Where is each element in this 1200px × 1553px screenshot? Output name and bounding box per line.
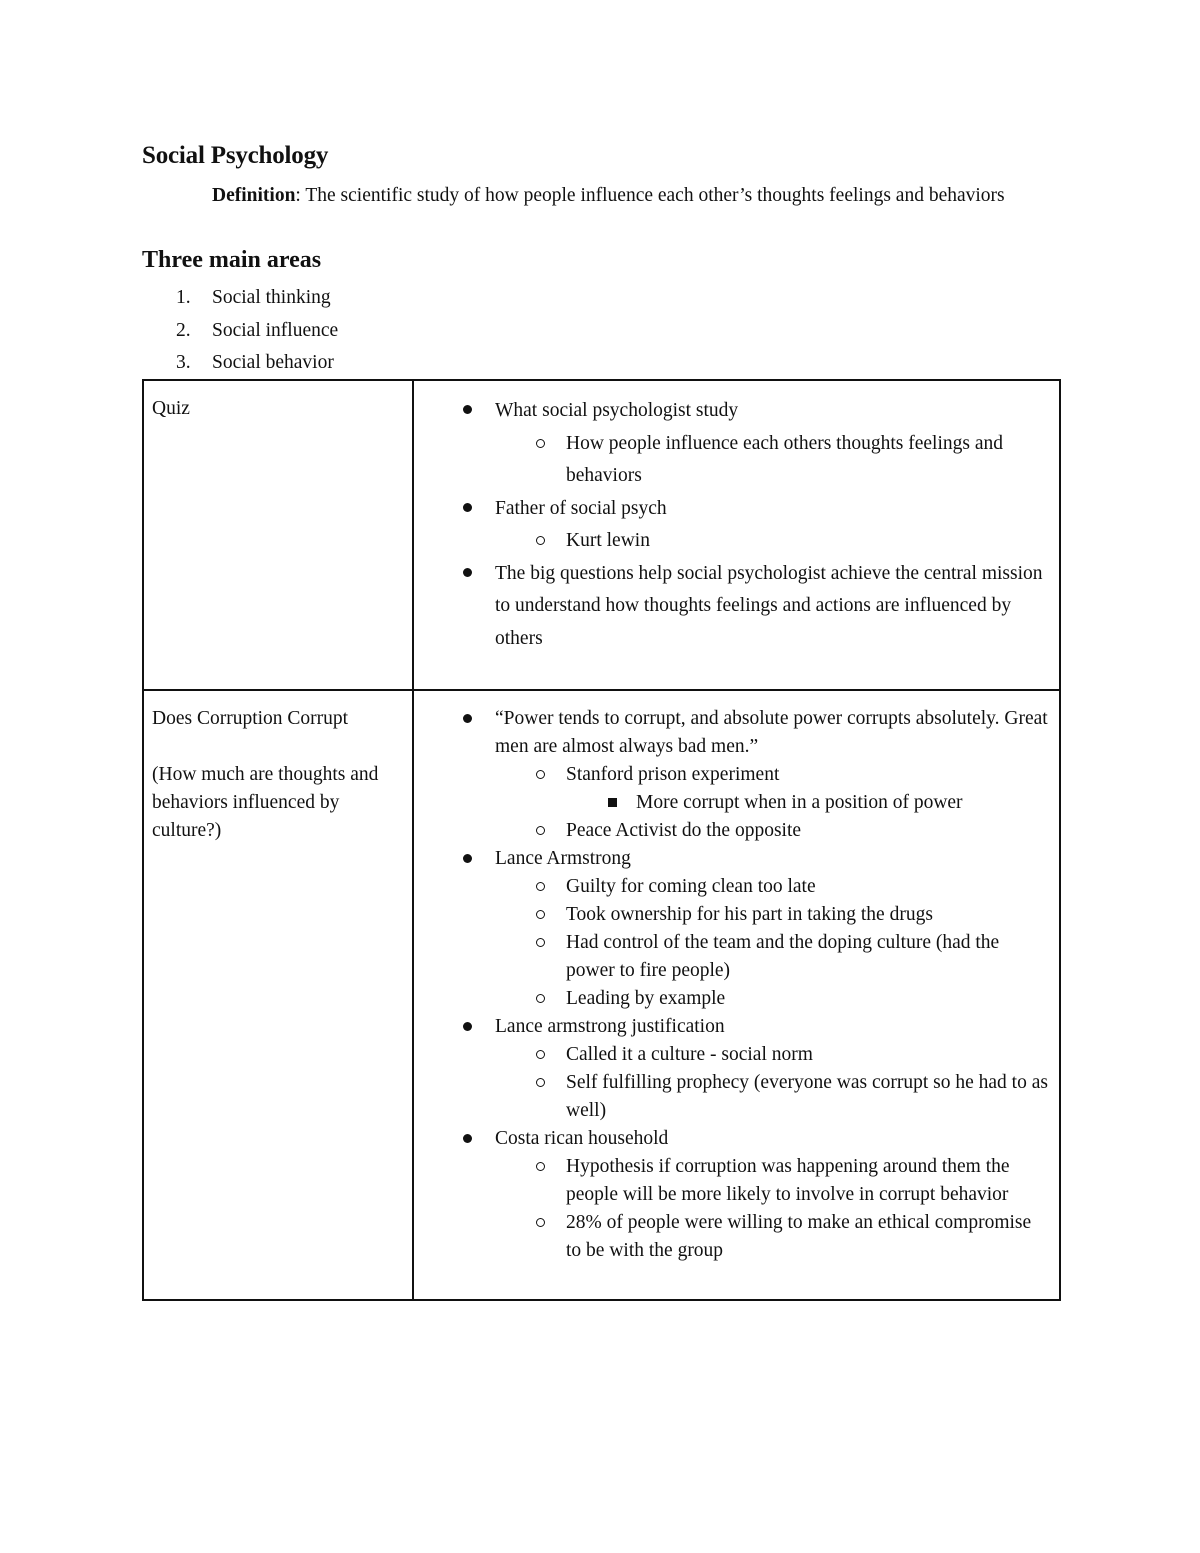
bullet-item: Father of social psych Kurt lewin: [422, 493, 1051, 558]
sub-bullet-list: [495, 525, 1051, 558]
page-title: Social Psychology: [142, 142, 329, 169]
definition-label: Definition: [212, 185, 296, 206]
table-row: [143, 690, 1060, 1300]
list-item: [142, 282, 338, 315]
sub-bullet-item: 28% of people were willing to make an ethical compromise to be with the group: [494, 1209, 1051, 1265]
hollow-circle-bullet-icon: [536, 826, 545, 835]
list-number: 1.: [176, 287, 191, 308]
sub-bullet-item: Peace Activist do the opposite: [494, 817, 1051, 845]
bullet-list: [422, 395, 1051, 655]
filled-circle-bullet-icon: [463, 714, 472, 723]
topic-label: Quiz: [152, 398, 190, 419]
hollow-circle-bullet-icon: [536, 910, 545, 919]
sub-bullet-item: Took ownership for his part in taking the drugs: [494, 901, 1051, 929]
sub-bullet-list: [495, 761, 1051, 845]
topic-note: (How much are thoughts and behaviors influenced by culture?): [152, 764, 379, 841]
topic-cell: [143, 690, 413, 1300]
square-bullet-icon: [608, 798, 617, 807]
topic-label: Does Corruption Corrupt: [152, 708, 349, 729]
hollow-circle-bullet-icon: [536, 994, 545, 1003]
sub-bullet-list: [495, 428, 1051, 493]
hollow-circle-bullet-icon: [536, 1162, 545, 1171]
table-row: [143, 380, 1060, 690]
filled-circle-bullet-icon: [463, 1022, 472, 1031]
definition-text: : The scientific study of how people influence each other’s thoughts feelings and behaviors: [295, 185, 1005, 206]
list-number: 3.: [176, 352, 191, 373]
list-item: [142, 347, 338, 380]
bullet-item: Lance armstrong justification Called it a culture - social norm Self fulfilling prophecy (everyone was corrupt so he had to as well): [422, 1013, 1051, 1125]
sub-bullet-item: Guilty for coming clean too late: [494, 873, 1051, 901]
list-item-label: Social thinking: [212, 287, 331, 308]
sub-bullet-item: How people influence each others thoughts feelings and behaviors: [494, 428, 1051, 493]
hollow-circle-bullet-icon: [536, 938, 545, 947]
bullet-item: “Power tends to corrupt, and absolute power corrupts absolutely. Great men are almost always bad men.” Stanford prison experiment More corrupt when in a position of power Peace Activist do the opposite: [422, 705, 1051, 845]
filled-circle-bullet-icon: [463, 854, 472, 863]
notes-cell: [413, 690, 1060, 1300]
hollow-circle-bullet-icon: [536, 1050, 545, 1059]
hollow-circle-bullet-icon: [536, 1218, 545, 1227]
filled-circle-bullet-icon: [463, 405, 472, 414]
areas-list: [142, 282, 338, 380]
sub-bullet-item: Stanford prison experiment More corrupt when in a position of power: [494, 761, 1051, 817]
sub-bullet-list: [495, 1041, 1051, 1125]
sub-sub-bullet-list: [566, 789, 1051, 817]
sub-bullet-item: Leading by example: [494, 985, 1051, 1013]
bullet-item: The big questions help social psychologist achieve the central mission to understand how thoughts feelings and actions are influenced by others: [422, 558, 1051, 656]
sub-bullet-list: [495, 1153, 1051, 1265]
bullet-item: Costa rican household Hypothesis if corruption was happening around them the people will be more likely to involve in corrupt behavior 28% of people were willing to make an ethical compromise to be with the group: [422, 1125, 1051, 1265]
sub-bullet-list: [495, 873, 1051, 1013]
sub-bullet-item: Kurt lewin: [494, 525, 1051, 558]
filled-circle-bullet-icon: [463, 503, 472, 512]
list-item: [142, 315, 338, 348]
filled-circle-bullet-icon: [463, 568, 472, 577]
sub-bullet-item: Self fulfilling prophecy (everyone was corrupt so he had to as well): [494, 1069, 1051, 1125]
sub-bullet-item: Called it a culture - social norm: [494, 1041, 1051, 1069]
hollow-circle-bullet-icon: [536, 770, 545, 779]
notes-cell: [413, 380, 1060, 690]
hollow-circle-bullet-icon: [536, 1078, 545, 1087]
topic-cell: [143, 380, 413, 690]
filled-circle-bullet-icon: [463, 1134, 472, 1143]
list-item-label: Social influence: [212, 319, 339, 341]
bullet-item: What social psychologist study How people influence each others thoughts feelings and behaviors: [422, 395, 1051, 493]
sub-bullet-item: Had control of the team and the doping culture (had the power to fire people): [494, 929, 1051, 985]
bullet-item: Lance Armstrong Guilty for coming clean too late Took ownership for his part in taking the drugs Had control of the team and the doping culture (had the power to fire people) Leading by example: [422, 845, 1051, 1013]
sub-bullet-item: Hypothesis if corruption was happening around them the people will be more likely to involve in corrupt behavior: [494, 1153, 1051, 1209]
sub-sub-bullet-item: More corrupt when in a position of power: [566, 789, 1051, 817]
list-item-label: Social behavior: [212, 352, 334, 373]
bullet-list: [422, 705, 1051, 1265]
hollow-circle-bullet-icon: [536, 439, 545, 448]
definition-paragraph: [142, 180, 1042, 212]
areas-heading: Three main areas: [142, 247, 322, 273]
list-number: 2.: [176, 319, 191, 341]
notes-table: [142, 379, 1061, 1301]
hollow-circle-bullet-icon: [536, 882, 545, 891]
hollow-circle-bullet-icon: [536, 536, 545, 545]
